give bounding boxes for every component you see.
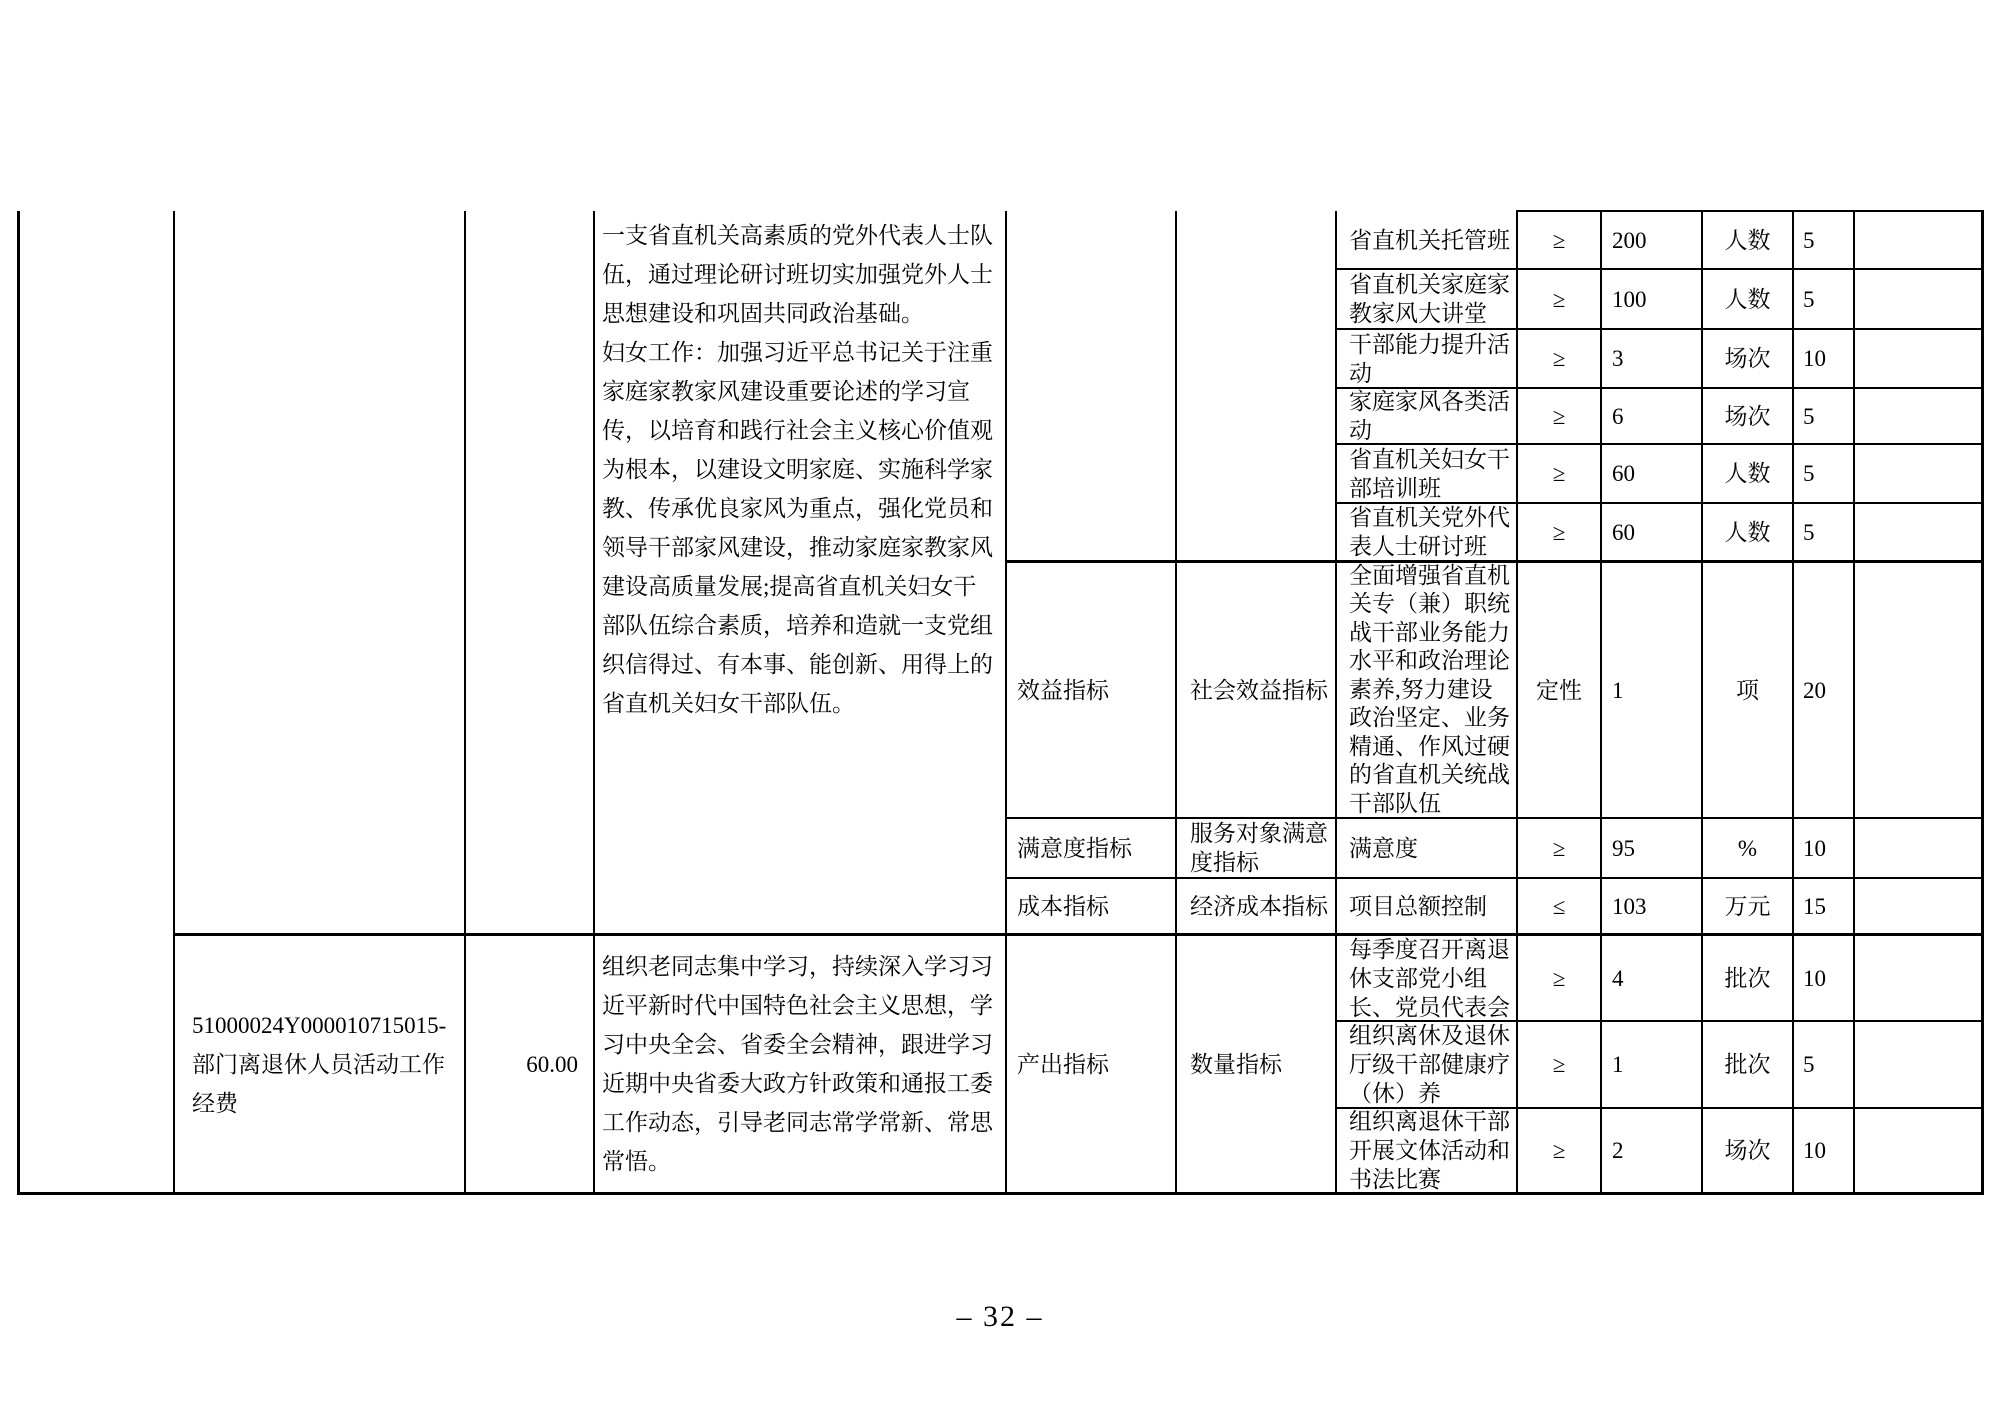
target-value-cell: 95 [1612,835,1635,861]
comparator-cell: ≥ [1552,227,1566,253]
unit-cell: 批次 [1724,965,1771,991]
grid-line [1600,210,1602,1192]
level1-indicator-cell: 效益指标 [1017,677,1109,703]
grid-line [1005,211,1007,1192]
unit-cell: 场次 [1724,403,1771,429]
grid-line [17,211,20,1195]
target-value-cell: 3 [1612,346,1624,371]
project-amount-cell: 60.00 [526,1051,578,1077]
project-code-cell [192,936,464,1192]
level2-indicator-cell: 社会效益指标 [1190,677,1328,703]
target-value-cell: 103 [1612,893,1647,919]
indicator-name-cell: 全面增强省直机关专（兼）职统战干部业务能力水平和政治理论素养,努力建设政治坚定、业务精通、作风过硬的省直机关统战干部队伍 [1349,562,1510,816]
grid-line [1981,210,1984,1195]
target-value-cell: 100 [1612,286,1647,312]
project-description-paragraph: 妇女工作：加强习近平总书记关于注重家庭家教家风建设重要论述的学习宣传，以培育和践行社会主义核心价值观为根本，以建设文明家庭、实施科学家教、传承优良家风为重点，强化党员和领导干部家风建设，推动家庭家教家风建设高质量发展;提高省直机关妇女干部队伍综合素质，培养和造就一支党组织信得过、有本事、能创新、用得上的省直机关妇女干部队伍。 [602,340,993,716]
level1-indicator-cell: 产出指标 [1017,1051,1109,1077]
project-description-cell [602,936,994,1192]
weight-cell: 5 [1803,286,1815,312]
grid-line [1175,211,1177,1192]
grid-line [17,1192,1984,1195]
indicator-name-cell: 满意度 [1349,835,1418,861]
comparator-cell: ≥ [1552,461,1566,486]
project-description-paragraph: 一支省直机关高素质的党外代表人士队伍，通过理论研讨班切实加强党外人士思想建设和巩固共同政治基础。 [602,223,993,326]
unit-cell: 人数 [1724,461,1771,486]
grid-line [593,211,595,1192]
target-value-cell: 4 [1612,965,1624,991]
comparator-cell: ≥ [1552,403,1566,429]
unit-cell: 项 [1736,677,1759,703]
weight-cell: 5 [1803,403,1815,429]
comparator-cell: ≥ [1552,965,1566,991]
page-number: – 32 – [956,1300,1044,1333]
indicator-name-cell: 干部能力提升活动 [1349,331,1510,386]
comparator-cell: ≥ [1552,286,1566,312]
indicator-name-cell: 省直机关托管班 [1349,227,1510,253]
comparator-cell: ≥ [1552,1138,1566,1163]
comparator-cell: ≤ [1552,893,1566,919]
level1-indicator-cell: 满意度指标 [1017,835,1132,861]
project-description-text: 组织老同志集中学习，持续深入学习习近平新时代中国特色社会主义思想，学习中央全会、省委全会精神，跟进学习近期中央省委大政方针政策和通报工委工作动态，引导老同志常学常新、常思常悟。 [602,954,993,1174]
weight-cell: 20 [1803,677,1826,703]
project-code-text: 51000024Y000010715015-部门离退休人员活动工作经费 [192,1012,447,1116]
unit-cell: 批次 [1724,1052,1771,1077]
grid-line [1335,211,1337,1192]
weight-cell: 5 [1803,519,1815,545]
indicator-name-cell: 组织离休及退休厅级干部健康疗（休）养 [1349,1023,1510,1106]
level2-indicator-cell: 服务对象满意度指标 [1190,821,1328,875]
grid-line [173,211,175,1192]
comparator-cell: ≥ [1552,835,1566,861]
comparator-cell: ≥ [1552,519,1566,545]
target-value-cell: 2 [1612,1138,1624,1163]
target-value-cell: 1 [1612,677,1624,703]
weight-cell: 5 [1803,461,1815,486]
target-value-cell: 1 [1612,1052,1624,1077]
weight-cell: 5 [1803,227,1815,253]
level2-indicator-cell: 经济成本指标 [1190,893,1328,919]
unit-cell: % [1737,835,1758,861]
indicator-name-cell: 省直机关妇女干部培训班 [1349,446,1510,501]
unit-cell: 人数 [1724,519,1771,545]
unit-cell: 场次 [1724,346,1771,371]
weight-cell: 10 [1803,1138,1826,1163]
level1-indicator-cell: 成本指标 [1017,893,1109,919]
weight-cell: 10 [1803,965,1826,991]
weight-cell: 10 [1803,346,1826,371]
weight-cell: 5 [1803,1052,1815,1077]
weight-cell: 15 [1803,893,1826,919]
level2-indicator-cell: 数量指标 [1190,1051,1282,1077]
target-value-cell: 6 [1612,403,1624,429]
indicator-name-cell: 项目总额控制 [1349,893,1487,919]
target-value-cell: 60 [1612,519,1635,545]
comparator-cell: ≥ [1552,1052,1566,1077]
indicator-name-cell: 家庭家风各类活动 [1349,389,1510,443]
grid-line [1792,210,1794,1192]
weight-cell: 10 [1803,835,1826,861]
comparator-cell: 定性 [1536,677,1582,703]
target-value-cell: 60 [1612,461,1635,486]
grid-line [1853,210,1855,1192]
indicator-name-cell: 每季度召开离退休支部党小组长、党员代表会 [1349,936,1510,1020]
unit-cell: 万元 [1724,893,1771,919]
indicator-name-cell: 省直机关家庭家教家风大讲堂 [1349,272,1510,326]
target-value-cell: 200 [1612,227,1647,253]
comparator-cell: ≥ [1552,346,1566,371]
indicator-name-cell: 组织离退休干部开展文体活动和书法比赛 [1349,1109,1510,1192]
project-description-cell [602,216,994,723]
unit-cell: 场次 [1724,1138,1771,1163]
unit-cell: 人数 [1724,227,1771,253]
unit-cell: 人数 [1724,286,1771,312]
indicator-name-cell: 省直机关党外代表人士研讨班 [1349,505,1510,559]
